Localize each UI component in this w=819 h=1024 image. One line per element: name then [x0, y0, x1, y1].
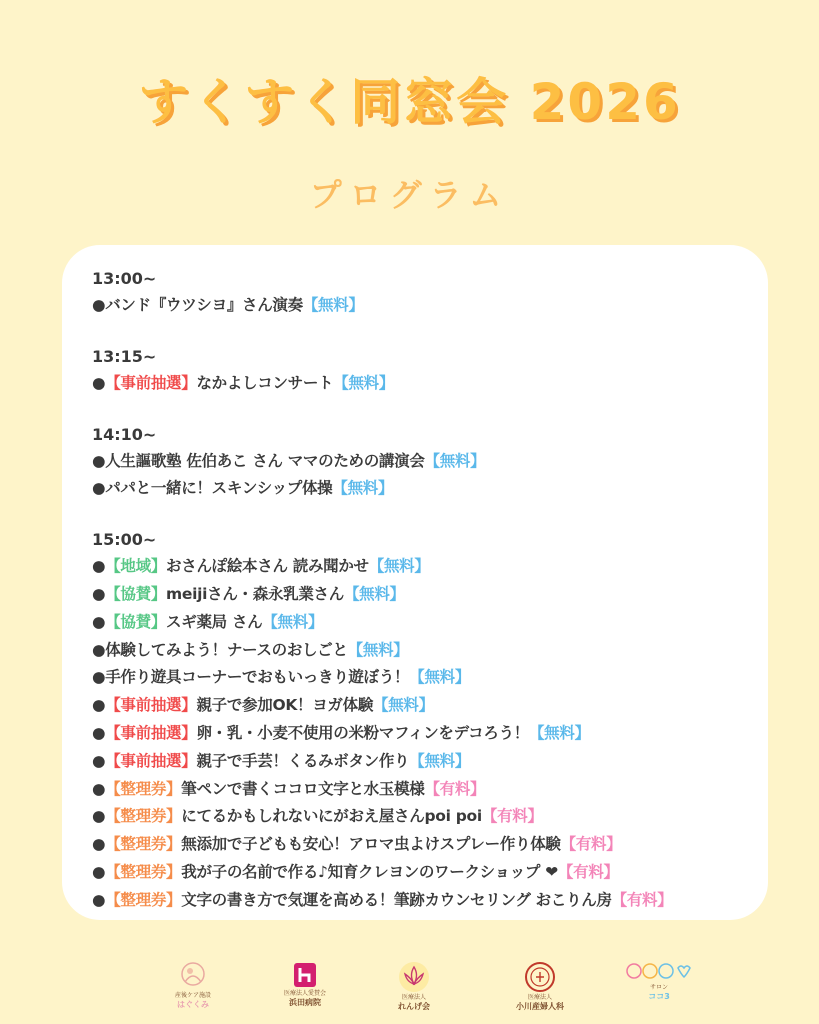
sponsor-logo-renge	[369, 960, 459, 1020]
price-badge-free: 【無料】	[332, 479, 394, 498]
bullet-icon: ●	[92, 373, 106, 392]
sponsor-logo-hamada	[260, 960, 350, 1020]
price-badge-free: 【無料】	[373, 696, 434, 715]
bullet-icon: ●	[92, 807, 106, 826]
item-text: パパと一緒に！スキンシップ体操	[105, 479, 333, 498]
program-item	[92, 887, 762, 915]
item-text: 文字の書き方で気運を高める！筆跡カウンセリング おこりん房	[181, 890, 612, 909]
bullet-icon: ●	[92, 479, 106, 498]
bullet-icon: ●	[92, 584, 106, 603]
bullet-icon: ●	[92, 862, 106, 881]
bullet-icon: ●	[92, 835, 106, 854]
time-label: 13:00~	[92, 269, 157, 288]
item-tag: 【協賛】	[105, 584, 167, 603]
price-badge-paid: 【有料】	[560, 835, 622, 854]
program-item	[92, 609, 762, 637]
time-label: 14:10~	[92, 424, 157, 444]
item-text: バンド『ウツシヨ』さん演奏	[105, 296, 303, 314]
sponsor-logo-koko3	[614, 960, 704, 1020]
price-badge-free: 【無料】	[262, 612, 324, 631]
sponsor-sub: 医療法人	[527, 994, 552, 1001]
price-badge-free: 【無料】	[302, 296, 364, 314]
item-tag: 【整理券】	[105, 862, 182, 881]
bullet-icon: ●	[92, 751, 106, 770]
program-item	[92, 692, 762, 720]
item-tag: 【整理券】	[105, 807, 182, 826]
sponsor-sub: 医療法人	[401, 994, 426, 1001]
sponsor-sub: 産後ケア施設	[174, 992, 211, 999]
sponsor-logo-hagukumi	[148, 960, 238, 1020]
program-list	[92, 267, 762, 940]
item-text: meijiさん・森永乳業さん	[166, 584, 344, 603]
item-tag: 【事前抽選】	[105, 696, 197, 715]
bullet-icon: ●	[92, 296, 106, 314]
program-item	[92, 292, 762, 320]
bullet-icon: ●	[92, 451, 106, 470]
ogawa-seal-icon	[523, 960, 557, 994]
bullet-icon: ●	[92, 890, 106, 909]
lotus-icon	[397, 960, 431, 994]
price-badge-paid: 【有料】	[611, 890, 673, 909]
price-badge-paid: 【有料】	[557, 862, 619, 881]
item-text: 手作り遊具コーナーでおもいっきり遊ぼう！	[105, 668, 410, 687]
program-item	[92, 664, 762, 692]
program-item	[92, 720, 762, 748]
item-tag: 【協賛】	[105, 612, 167, 631]
sponsor-sub: 医療法人愛賛会	[283, 990, 326, 997]
item-tag: 【事前抽選】	[105, 751, 197, 770]
item-tag: 【事前抽選】	[105, 373, 197, 392]
bullet-icon: ●	[92, 779, 106, 798]
program-card	[62, 245, 768, 920]
price-badge-free: 【無料】	[333, 373, 395, 392]
bullet-icon: ●	[92, 557, 106, 576]
program-item	[92, 581, 762, 609]
sponsor-name: ココ3	[648, 992, 670, 1001]
item-text: 親子で手芸！くるみボタン作り	[196, 751, 410, 770]
item-text: 卵・乳・小麦不使用の米粉マフィンをデコろう！	[196, 723, 529, 742]
sponsor-logos	[0, 960, 819, 1024]
sponsor-name: 小川産婦人科	[516, 1002, 564, 1011]
item-text: おさんぽ絵本さん 読み聞かせ	[166, 557, 369, 576]
price-badge-free: 【無料】	[343, 584, 405, 603]
program-time-block	[92, 423, 762, 504]
price-badge-free: 【無料】	[409, 751, 471, 770]
item-text: にてるかもしれないにがおえ屋さんpoi poi	[181, 807, 482, 826]
program-item	[92, 370, 762, 398]
program-item	[92, 475, 762, 503]
item-tag: 【整理券】	[105, 835, 182, 854]
item-tag: 【整理券】	[105, 779, 182, 798]
faces-icon	[624, 960, 694, 984]
program-item	[92, 637, 762, 665]
time-label: 15:00~	[92, 530, 157, 550]
program-item	[92, 448, 762, 476]
h-mark-icon	[290, 960, 320, 990]
item-text: スギ薬局 さん	[166, 612, 263, 631]
program-item	[92, 803, 762, 831]
price-badge-free: 【無料】	[409, 668, 471, 687]
item-text: 人生謳歌塾 佐伯あこ さん ママのための講演会	[105, 451, 425, 470]
sponsor-sub: サロン	[649, 984, 668, 991]
sponsor-name: れんげ会	[398, 1002, 430, 1011]
item-text: 親子で参加OK！ヨガ体験	[196, 696, 374, 715]
program-item	[92, 553, 762, 581]
bullet-icon: ●	[92, 612, 106, 631]
bullet-icon: ●	[92, 668, 106, 687]
item-tag: 【整理券】	[105, 890, 182, 909]
price-badge-paid: 【有料】	[481, 807, 543, 826]
program-item	[92, 776, 762, 804]
program-item	[92, 859, 762, 887]
item-tag: 【地域】	[105, 557, 167, 576]
item-tag: 【事前抽選】	[105, 723, 197, 742]
page-title: すくすく同窓会 2026	[138, 73, 681, 131]
bullet-icon: ●	[92, 696, 106, 715]
item-text: 筆ペンで書くココロ文字と水玉模様	[181, 779, 425, 798]
sponsor-name: 浜田病院	[289, 998, 321, 1007]
page-subtitle: プログラム	[309, 176, 510, 214]
price-badge-free: 【無料】	[424, 451, 486, 470]
time-label: 13:15~	[92, 346, 157, 366]
program-time-block	[92, 345, 762, 398]
price-badge-free: 【無料】	[347, 640, 409, 659]
item-text: なかよしコンサート	[196, 373, 334, 392]
item-text: 我が子の名前で作る♪知育クレヨンのワークショップ ❤	[181, 862, 558, 881]
program-time-block	[92, 528, 762, 914]
program-item	[92, 748, 762, 776]
sponsor-name: はぐくみ	[177, 1000, 209, 1009]
mother-child-icon	[173, 960, 213, 992]
sponsor-logo-ogawa	[495, 960, 585, 1020]
price-badge-paid: 【有料】	[424, 779, 486, 798]
bullet-icon: ●	[92, 723, 106, 742]
price-badge-free: 【無料】	[528, 723, 590, 742]
bullet-icon: ●	[92, 640, 106, 659]
program-item	[92, 831, 762, 859]
price-badge-free: 【無料】	[368, 557, 430, 576]
item-text: 無添加で子どもも安心！アロマ虫よけスプレー作り体験	[181, 835, 561, 854]
item-text: 体験してみよう！ナースのおしごと	[105, 640, 348, 659]
program-time-block	[92, 267, 762, 320]
